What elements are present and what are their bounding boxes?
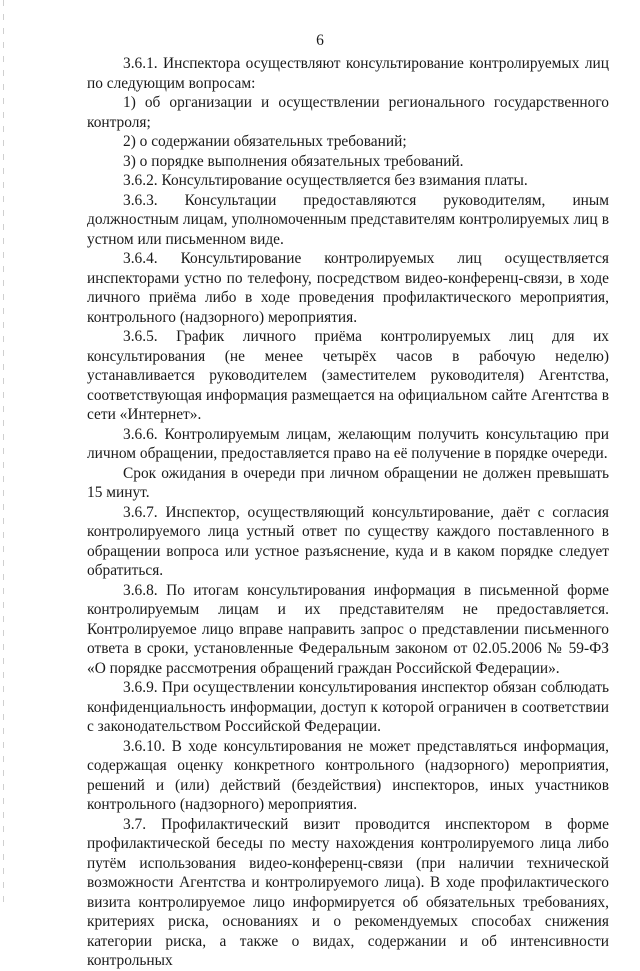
paragraph-3-6-1: 3.6.1. Инспектора осуществляют консультирование контролируемых лиц по следующим вопросам: <box>87 55 609 92</box>
paragraph-waiting-time: Срок ожидания в очереди при личном обращении не должен превышать 15 минут. <box>87 464 609 501</box>
paragraph-3-6-7: 3.6.7. Инспектор, осуществляющий консультирование, даёт с согласия контролируемого лица устный ответ по существу каждого поставленного в обращении вопроса или устное разъяснение, куда и в каком порядке следует обратиться. <box>87 503 609 579</box>
scan-edge-mark <box>3 0 4 905</box>
document-body <box>87 54 609 971</box>
list-item-1: 1) об организации и осуществлении регионального государственного контроля; <box>87 94 609 131</box>
paragraph-3-6-2: 3.6.2. Консультирование осуществляется без взимания платы. <box>123 172 528 189</box>
paragraph-3-6-5: 3.6.5. График личного приёма контролируемых лиц для их консультирования (не менее четырёх часов в рабочую неделю) устанавливается руководителем (заместителем руководителя) Агентства, соответствующая информация размещается на официальном сайте Агентства в сети «Интернет». <box>87 328 609 423</box>
list-item-3: 3) о порядке выполнения обязательных требований. <box>123 152 464 170</box>
paragraph-3-7: 3.7. Профилактический визит проводится инспектором в форме профилактической беседы по месту нахождения контролируемого лица либо путём использования видео-конференц-связи (при наличии технической возможности Агентства и контролируемого лица). В ходе профилактического визита контролируемое лицо информируется об обязательных требованиях, критериях риска, основаниях и о рекомендуемых способах снижения категории риска, а также о видах, содержании и об интенсивности контрольных <box>87 815 609 969</box>
list-item-2: 2) о содержании обязательных требований; <box>123 133 407 150</box>
page-number: 6 <box>316 32 324 49</box>
paragraph-3-6-10: 3.6.10. В ходе консультирования не может представляться информация, содержащая оценку конкретного контрольного (надзорного) мероприятия, решений и (или) действий (бездействия) инспекторов, иных участников контрольного (надзорного) мероприятия. <box>87 737 609 813</box>
paragraph-3-6-8: 3.6.8. По итогам консультирования информация в письменной форме контролируемым лицам и их представителям не предоставляется. Контролируемое лицо вправе направить запрос о представлении письменного ответа в сроки, установленные Федеральным законом от 02.05.2006 № 59-ФЗ «О порядке рассмотрения обращений граждан Российской Федерации». <box>87 581 609 677</box>
paragraph-3-6-4: 3.6.4. Консультирование контролируемых лиц осуществляется инспекторами устно по телефону, посредством видео-конференц-связи, в ходе личного приёма либо в ходе проведения профилактического мероприятия, контрольного (надзорного) мероприятия. <box>87 250 609 326</box>
paragraph-3-6-6: 3.6.6. Контролируемым лицам, желающим получить консультацию при личном обращении, предоставляется право на её получение в порядке очереди. <box>87 425 609 462</box>
paragraph-3-6-9: 3.6.9. При осуществлении консультирования инспектор обязан соблюдать конфиденциальность информации, доступ к которой ограничен в соответствии с законодательством Российской Федерации. <box>87 679 609 735</box>
paragraph-3-6-3: 3.6.3. Консультации предоставляются руководителям, иным должностным лицам, уполномоченным представителям контролируемых лиц в устном или письменном виде. <box>87 191 609 248</box>
